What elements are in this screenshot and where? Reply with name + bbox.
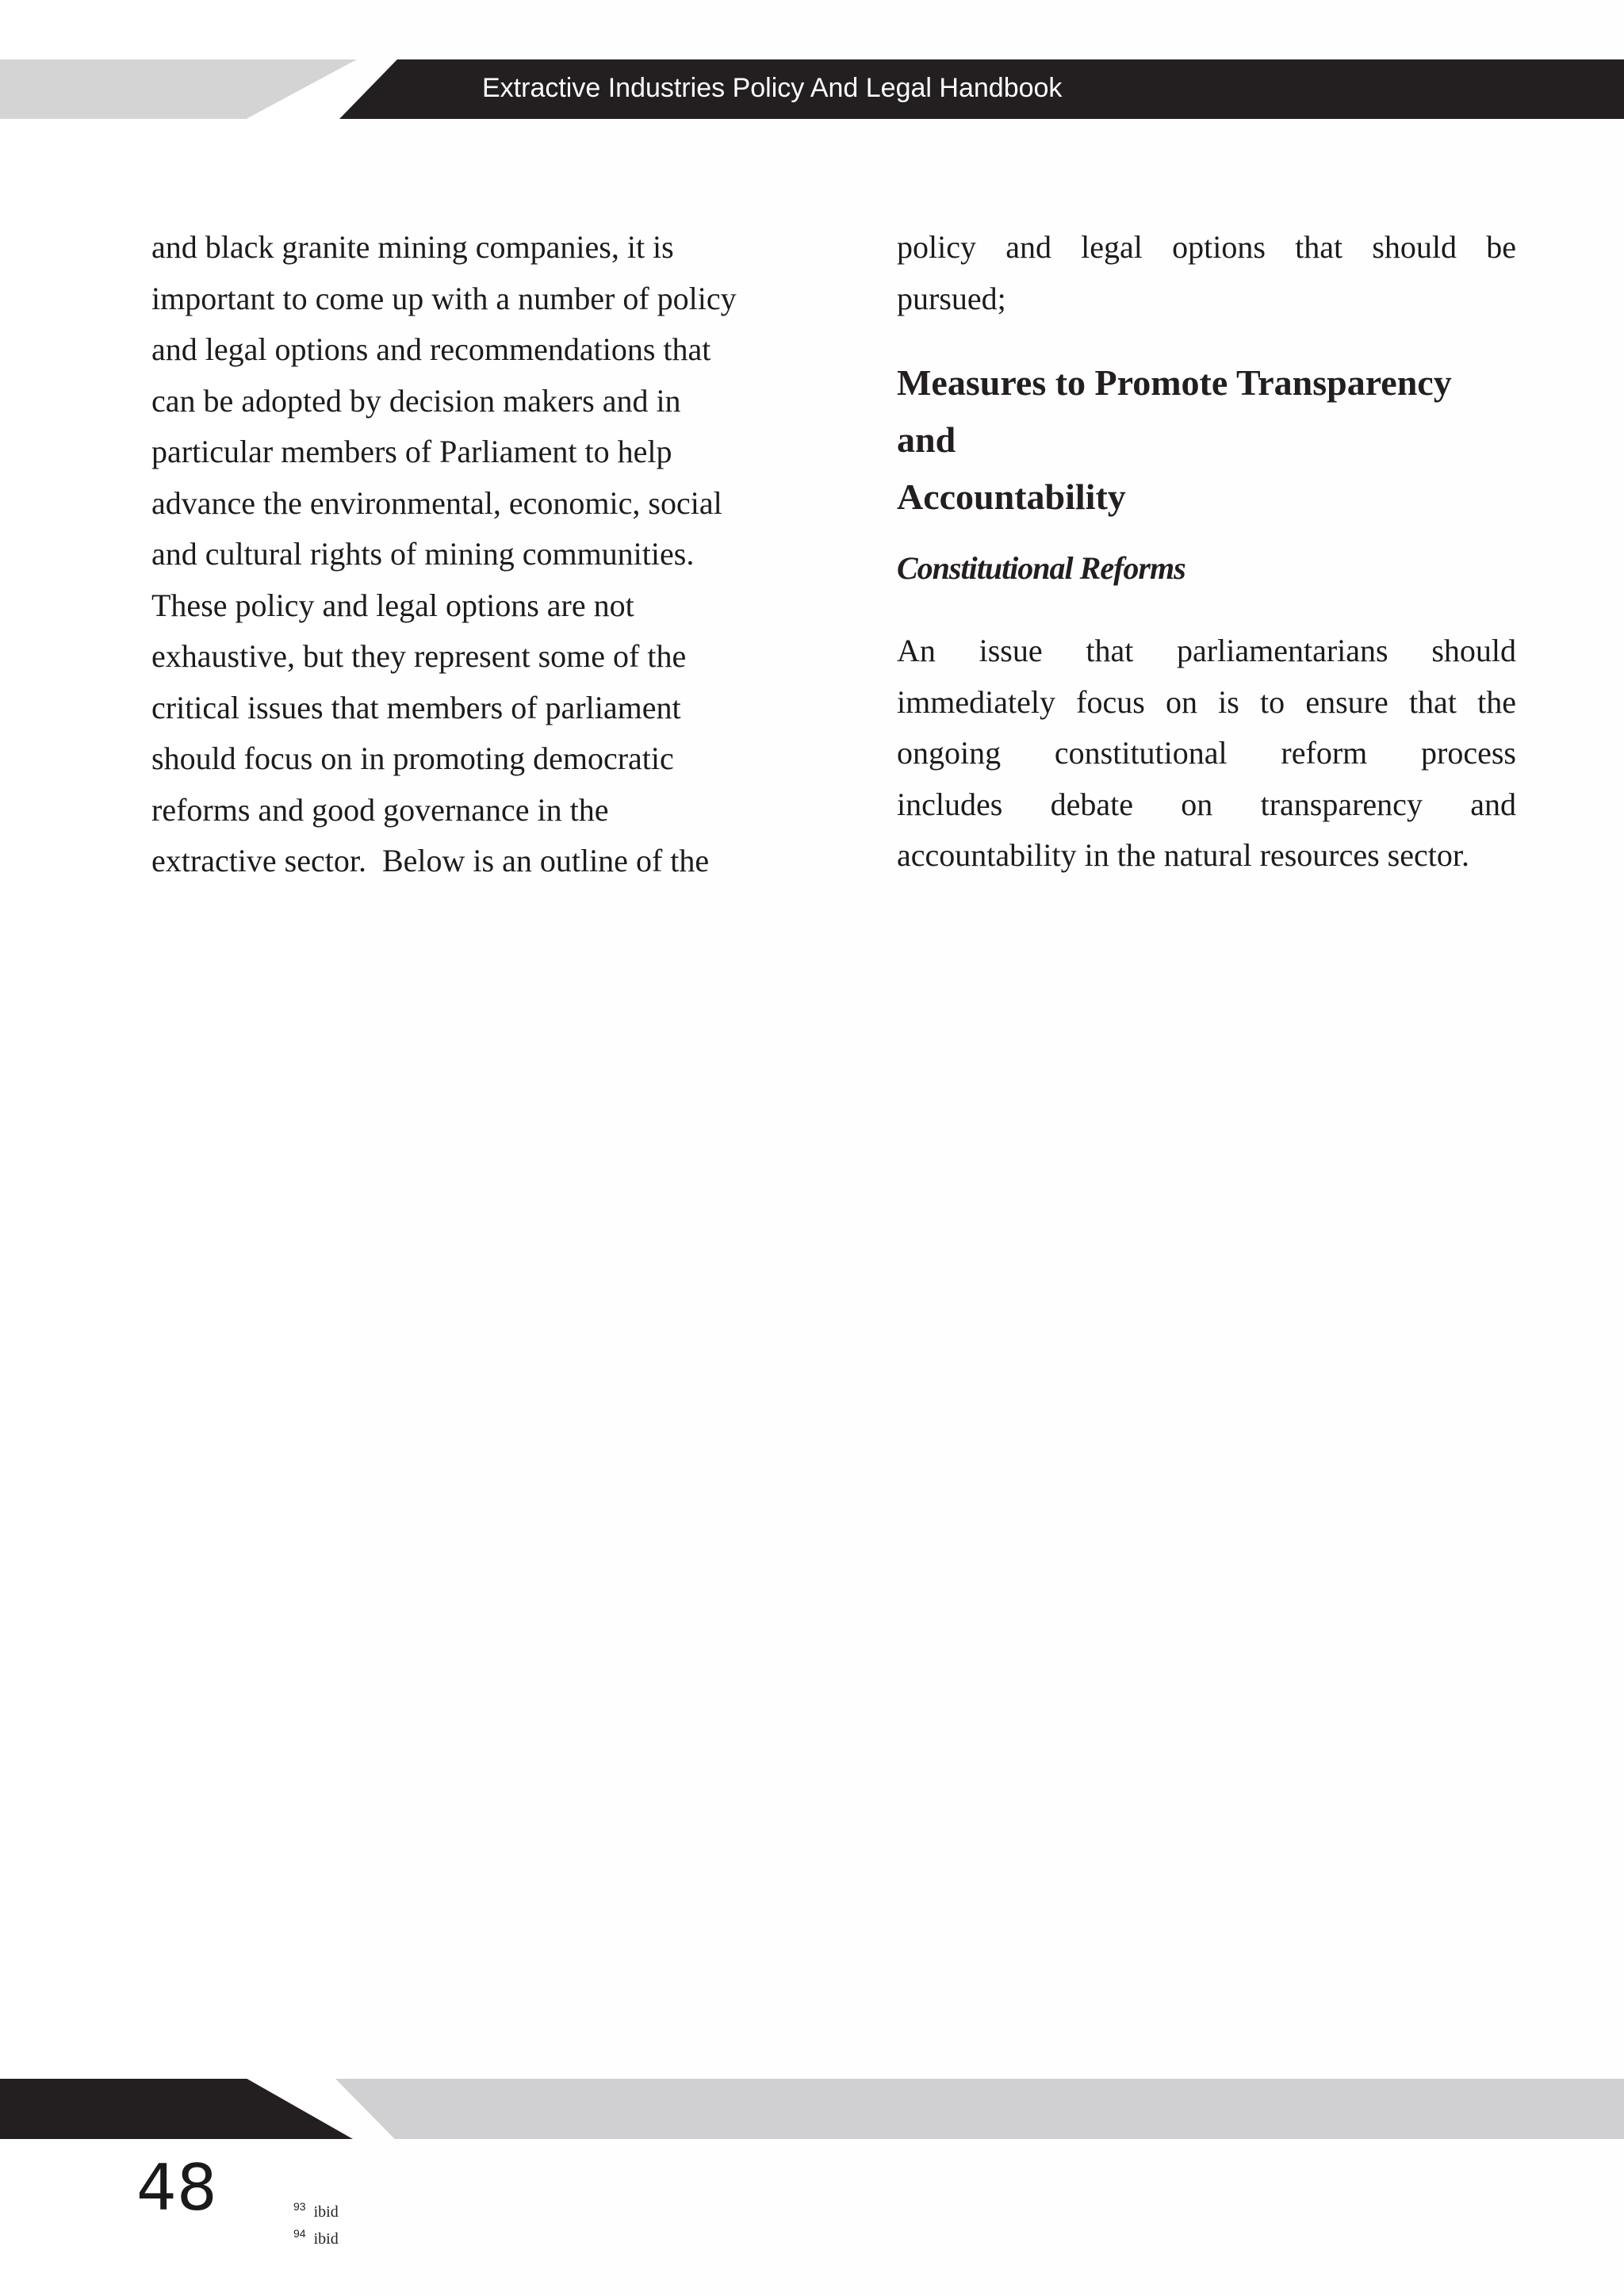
footnote-text: ibid bbox=[313, 2230, 339, 2248]
section-heading bbox=[897, 354, 1516, 526]
footnote bbox=[293, 2201, 339, 2220]
text-line: particular members of Parliament to help bbox=[151, 434, 672, 469]
text-line: and black granite mining companies, it is bbox=[151, 229, 674, 265]
text-line: ongoing constitutional reform process bbox=[897, 735, 1516, 771]
text-line: includes debate on transparency and bbox=[897, 786, 1516, 822]
text-line: extractive sector. Below is an outline of the bbox=[151, 843, 710, 878]
footnote-number: 93 bbox=[293, 2200, 306, 2213]
text-line: accountability in the natural resources sector. bbox=[897, 837, 1469, 873]
footnote bbox=[293, 2228, 339, 2247]
text-line: These policy and legal options are not bbox=[151, 587, 634, 623]
text-line: can be adopted by decision makers and in bbox=[151, 382, 681, 419]
body-paragraph bbox=[897, 626, 1516, 882]
page-number: 48 bbox=[136, 2151, 217, 2225]
text-line: important to come up with a number of policy bbox=[151, 280, 737, 316]
text-line: An issue that parliamentarians should bbox=[897, 633, 1516, 668]
text-line: immediately focus on is to ensure that the bbox=[897, 683, 1516, 720]
text-line: exhaustive, but they represent some of the bbox=[151, 638, 687, 674]
text-line: and cultural rights of mining communities. bbox=[151, 536, 695, 572]
text-line: advance the environmental, economic, social bbox=[151, 484, 722, 521]
text-line: policy and legal options that should be bbox=[897, 229, 1516, 265]
text-line: critical issues that members of parliament bbox=[151, 689, 681, 725]
subsection-heading: Constitutional Reforms bbox=[897, 550, 1185, 586]
body-paragraph bbox=[151, 222, 770, 887]
footnote-text: ibid bbox=[313, 2203, 339, 2221]
footer-grey-band bbox=[335, 2079, 1624, 2139]
heading-line: Measures to Promote Transparency and bbox=[897, 362, 1452, 460]
text-line: should focus on in promoting democratic bbox=[151, 740, 674, 776]
left-column bbox=[151, 222, 770, 887]
running-header-title: Extractive Industries Policy And Legal Handbook bbox=[482, 73, 1063, 103]
text-line: and legal options and recommendations that bbox=[151, 331, 711, 367]
heading-line: Accountability bbox=[897, 476, 1126, 517]
intro-paragraph bbox=[897, 222, 1516, 324]
footnote-number: 94 bbox=[293, 2227, 306, 2240]
right-column bbox=[897, 222, 1516, 882]
text-line: pursued; bbox=[897, 280, 1006, 316]
text-line: reforms and good governance in the bbox=[151, 791, 609, 828]
